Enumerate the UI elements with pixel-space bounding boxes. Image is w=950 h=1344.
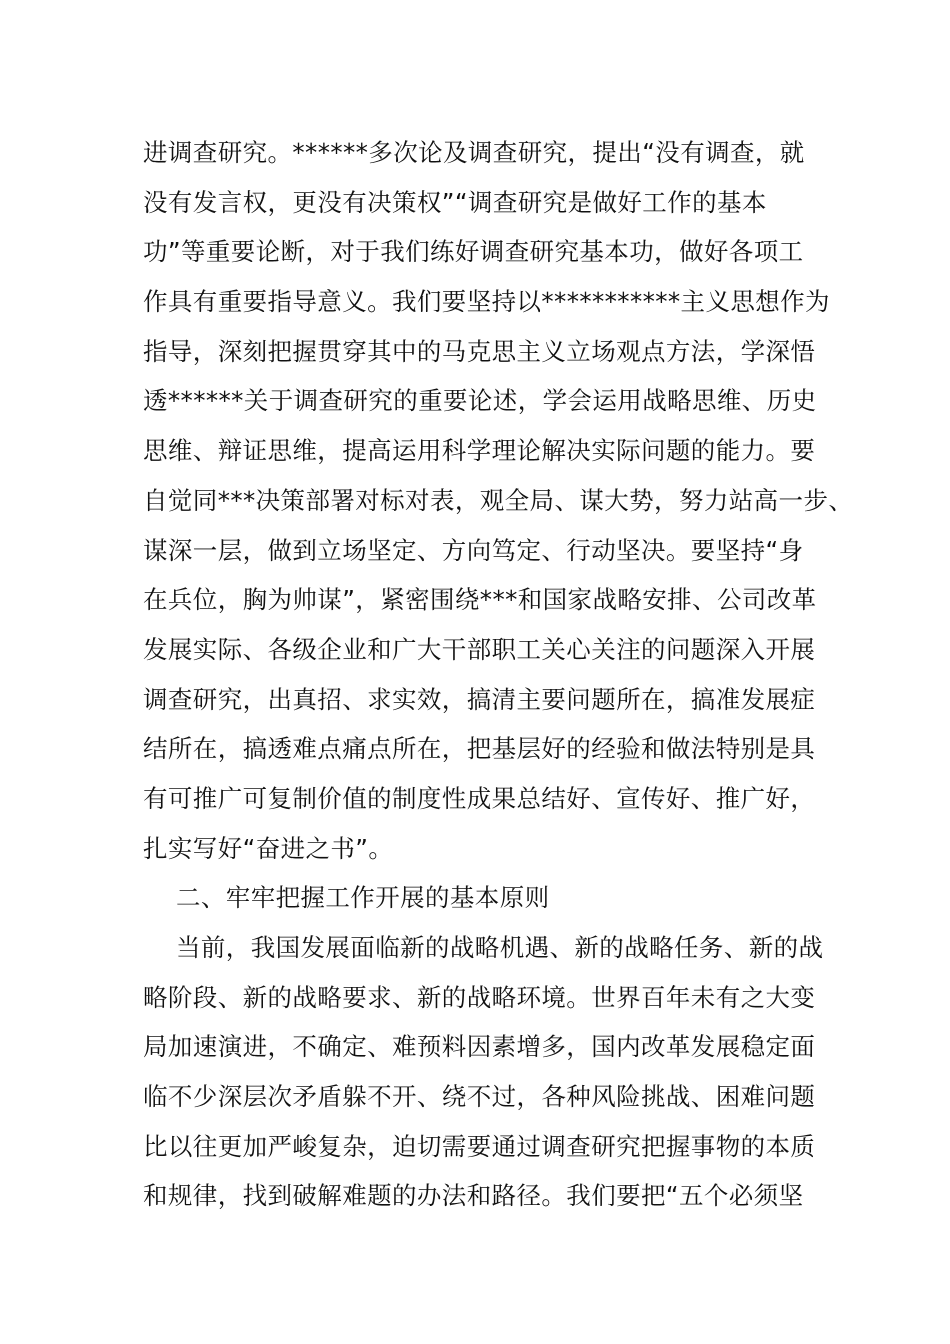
text-line: 有可推广可复制价值的制度性成果总结好、宣传好、推广好， bbox=[143, 783, 816, 813]
text-line: 当前，我国发展面临新的战略机遇、新的战略任务、新的战 bbox=[176, 933, 824, 962]
text-line: 没有发言权，更没有决策权”“调查研究是做好工作的基本 bbox=[143, 187, 767, 217]
text-line: 发展实际、各级企业和广大干部职工关心关注的问题深入开展 bbox=[143, 634, 816, 664]
text-line: 进调查研究。******多次论及调查研究，提出“没有调查，就 bbox=[143, 138, 805, 167]
document-body bbox=[143, 128, 854, 1221]
text-line: 扎实写好“奋进之书”。 bbox=[143, 833, 394, 863]
text-line: 临不少深层次矛盾躲不开、绕不过，各种风险挑战、困难问题 bbox=[143, 1082, 816, 1112]
text-line: 透******关于调查研究的重要论述，学会运用战略思维、历史 bbox=[143, 386, 817, 416]
text-line: 思维、辩证思维，提高运用科学理论解决实际问题的能力。要 bbox=[143, 436, 816, 466]
text-line: 结所在，搞透难点痛点所在，把基层好的经验和做法特别是具 bbox=[143, 734, 816, 764]
text-line: 功”等重要论断，对于我们练好调查研究基本功，做好各项工 bbox=[143, 237, 804, 267]
text-line: 作具有重要指导意义。我们要坚持以***********主义思想作为 bbox=[143, 287, 830, 317]
text-line: 局加速演进，不确定、难预料因素增多，国内改革发展稳定面 bbox=[143, 1032, 816, 1062]
text-line: 比以往更加严峻复杂，迫切需要通过调查研究把握事物的本质 bbox=[143, 1131, 816, 1161]
text-line: 略阶段、新的战略要求、新的战略环境。世界百年未有之大变 bbox=[143, 982, 816, 1012]
text-line: 和规律，找到破解难题的办法和路径。我们要把“五个必须坚 bbox=[143, 1181, 804, 1211]
text-line: 自觉同***决策部署对标对表，观全局、谋大势，努力站高一步、 bbox=[143, 485, 854, 515]
text-line: 调查研究，出真招、求实效，搞清主要问题所在，搞准发展症 bbox=[143, 684, 816, 714]
section-heading: 二、牢牢把握工作开展的基本原则 bbox=[176, 883, 550, 913]
text-line: 谋深一层，做到立场坚定、方向笃定、行动坚决。要坚持“身 bbox=[143, 535, 804, 565]
text-line: 指导，深刻把握贯穿其中的马克思主义立场观点方法，学深悟 bbox=[143, 336, 816, 366]
text-line: 在兵位，胸为帅谋”，紧密围绕***和国家战略安排、公司改革 bbox=[143, 585, 817, 615]
